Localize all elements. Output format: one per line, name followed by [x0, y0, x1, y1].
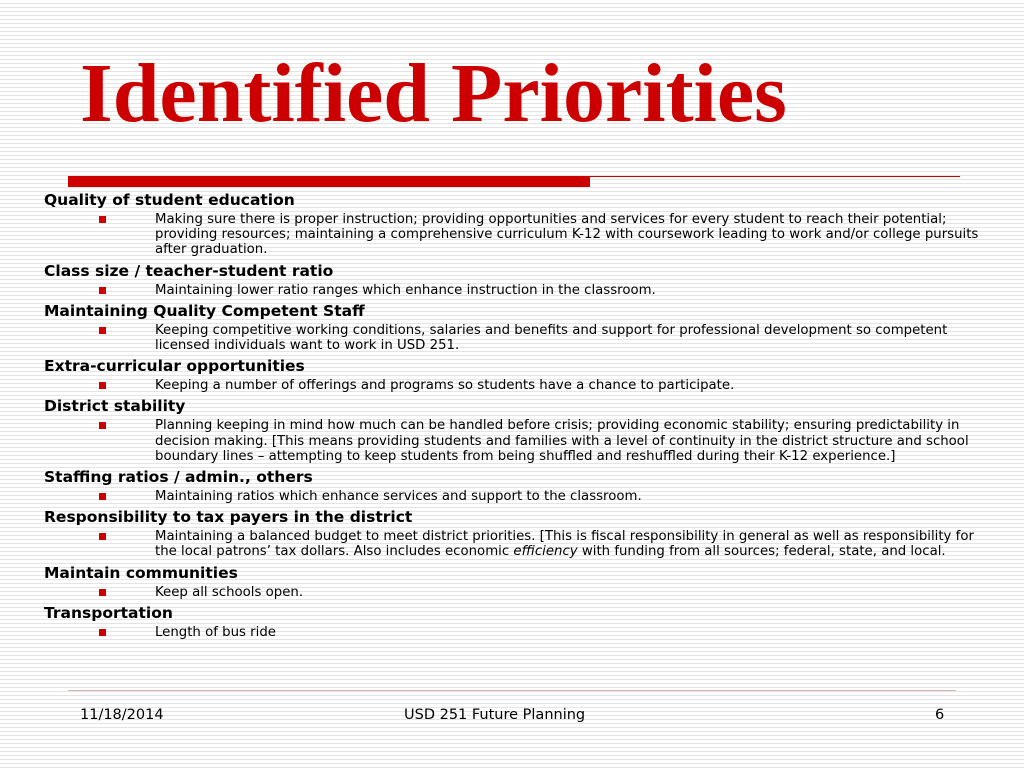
priority-item [44, 468, 994, 504]
priority-item [44, 397, 994, 464]
priority-heading: Quality of student education [44, 191, 295, 209]
description-text: Maintaining a balanced budget to meet district priorities. [This is fiscal responsibility in general as well as responsibility for the local patrons’ tax dollars. Also includes economic [155, 529, 974, 560]
description-text: Keeping competitive working conditions, salaries and benefits and support for professional development so competent licensed individuals want to work in USD 251. [155, 322, 948, 354]
priority-heading: Transportation [44, 603, 173, 622]
priority-heading: Extra-curricular opportunities [44, 357, 305, 376]
priority-detail [44, 283, 994, 298]
priority-detail [44, 625, 994, 640]
priority-description [155, 378, 994, 393]
footer-divider [68, 690, 956, 691]
priority-description [155, 323, 994, 353]
priority-heading: Staffing ratios / admin., others [44, 468, 313, 487]
square-bullet-icon [99, 629, 106, 636]
slide-number: 6 [935, 707, 945, 723]
priority-detail [44, 489, 994, 504]
priority-description [155, 283, 994, 298]
square-bullet-icon [99, 533, 106, 540]
description-text: Maintaining ratios which enhance services and support to the classroom. [155, 489, 642, 505]
description-text: Keeping a number of offerings and programs so students have a chance to participate. [155, 378, 735, 394]
priority-item [44, 604, 994, 640]
description-text: Keep all schools open. [155, 584, 304, 600]
square-bullet-icon [99, 589, 106, 596]
priority-heading: Responsibility to tax payers in the district [44, 508, 413, 527]
description-text: Planning keeping in mind how much can be handled before crisis; providing economic stability; ensuring predictability in decision making. [This means providing students and families with a level of continuity in the district structure and school boundary lines – attempting to keep students from being shuffled and reshuffled during their K-12 experience.] [155, 418, 969, 464]
priority-detail [44, 529, 994, 559]
description-text: Length of bus ride [155, 624, 276, 640]
footer-title: USD 251 Future Planning [404, 707, 586, 723]
priority-description [155, 489, 994, 504]
priority-detail [44, 378, 994, 393]
priority-description [155, 212, 994, 258]
priority-description [155, 529, 994, 559]
priority-heading: District stability [44, 397, 186, 416]
priority-description [155, 585, 994, 600]
description-text: Making sure there is proper instruction; providing opportunities and services for every student to reach their potential; providing resources; maintaining a comprehensive curriculum K-12 with coursework leading to work and/or college pursuits after graduation. [155, 212, 979, 258]
priority-item [44, 262, 994, 298]
title-underline-thick [68, 176, 590, 187]
square-bullet-icon [99, 493, 106, 500]
priority-detail [44, 212, 994, 258]
square-bullet-icon [99, 327, 106, 334]
priority-item [44, 302, 994, 353]
square-bullet-icon [99, 216, 106, 223]
square-bullet-icon [99, 422, 106, 429]
priority-item [44, 191, 994, 258]
priority-description [155, 625, 994, 640]
priority-item [44, 508, 994, 559]
priority-heading: Class size / teacher-student ratio [44, 261, 334, 280]
priority-description [155, 418, 994, 464]
emphasized-text: efficiency [513, 544, 578, 560]
description-text: with funding from all sources; federal, state, and local. [577, 544, 946, 560]
priority-detail [44, 585, 994, 600]
priority-item [44, 564, 994, 600]
square-bullet-icon [99, 287, 106, 294]
priority-item [44, 357, 994, 393]
footer-date: 11/18/2014 [80, 707, 164, 723]
priority-heading: Maintaining Quality Competent Staff [44, 301, 365, 320]
priority-detail [44, 418, 994, 464]
square-bullet-icon [99, 382, 106, 389]
slide-title: Identified Priorities [80, 47, 787, 140]
priority-heading: Maintain communities [44, 563, 238, 582]
priority-detail [44, 323, 994, 353]
title-underline-thin [590, 176, 960, 177]
priority-list [44, 191, 994, 644]
description-text: Maintaining lower ratio ranges which enhance instruction in the classroom. [155, 282, 656, 298]
